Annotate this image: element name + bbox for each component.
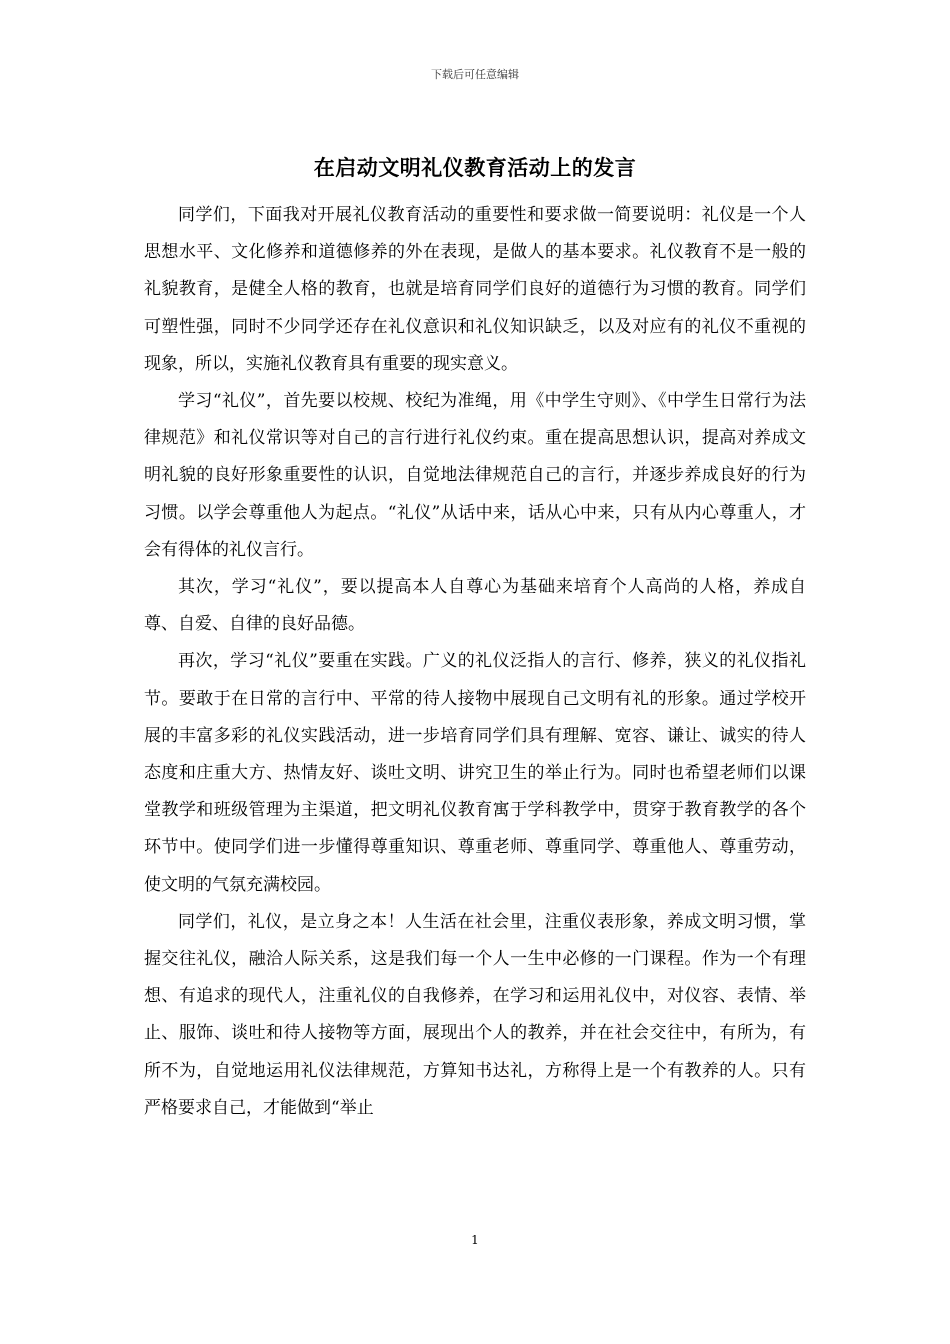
header-note: 下载后可任意编辑 <box>431 68 519 81</box>
paragraph: 再次，学习“礼仪”要重在实践。广义的礼仪泛指人的言行、修养，狭义的礼仪指礼节。要敢于在日常的言行中、平常的待人接物中展现自己文明有礼的形象。通过学校开展的丰富多彩的礼仪实践活动，进一步培育同学们具有理解、宽容、谦让、诚实的待人态度和庄重大方、热情友好、谈吐文明、讲究卫生的举止行为。同时也希望老师们以课堂教学和班级管理为主渠道，把文明礼仪教育寓于学科教学中，贯穿于教育教学的各个环节中。使同学们进一步懂得尊重知识、尊重老师、尊重同学、尊重他人、尊重劳动，使文明的气氛充满校园。 <box>144 651 806 895</box>
document-title: 在启动文明礼仪教育活动上的发言 <box>313 155 637 180</box>
paragraph: 学习“礼仪”，首先要以校规、校纪为准绳，用《中学生守则》、《中学生日常行为法律规范》和礼仪常识等对自己的言行进行礼仪约束。重在提高思想认识，提高对养成文明礼貌的良好形象重要性的认识，自觉地法律规范自己的言行，并逐步养成良好的行为习惯。以学会尊重他人为起点。“礼仪”从话中来，话从心中来，只有从内心尊重人，才会有得体的礼仪言行。 <box>144 391 806 560</box>
paragraph: 其次，学习“礼仪”，要以提高本人自尊心为基础来培育个人高尚的人格，养成自尊、自爱、自律的良好品德。 <box>144 577 806 635</box>
paragraph: 同学们，下面我对开展礼仪教育活动的重要性和要求做一简要说明：礼仪是一个人思想水平、文化修养和道德修养的外在表现，是做人的基本要求。礼仪教育不是一般的礼貌教育，是健全人格的教育，也就是培育同学们良好的道德行为习惯的教育。同学们可塑性强，同时不少同学还存在礼仪意识和礼仪知识缺乏，以及对应有的礼仪不重视的现象，所以，实施礼仪教育具有重要的现实意义。 <box>144 205 806 374</box>
paragraph: 同学们，礼仪，是立身之本！人生活在社会里，注重仪表形象，养成文明习惯，掌握交往礼仪，融洽人际关系，这是我们每一个人一生中必修的一门课程。作为一个有理想、有追求的现代人，注重礼仪的自我修养，在学习和运用礼仪中，对仪容、表情、举止、服饰、谈吐和待人接物等方面，展现出个人的教养，并在社会交往中，有所为，有所不为，自觉地运用礼仪法律规范，方算知书达礼，方称得上是一个有教养的人。只有严格要求自己，才能做到“举止 <box>144 911 806 1118</box>
document-body <box>144 197 806 1127</box>
page-number: 1 <box>471 1233 479 1247</box>
